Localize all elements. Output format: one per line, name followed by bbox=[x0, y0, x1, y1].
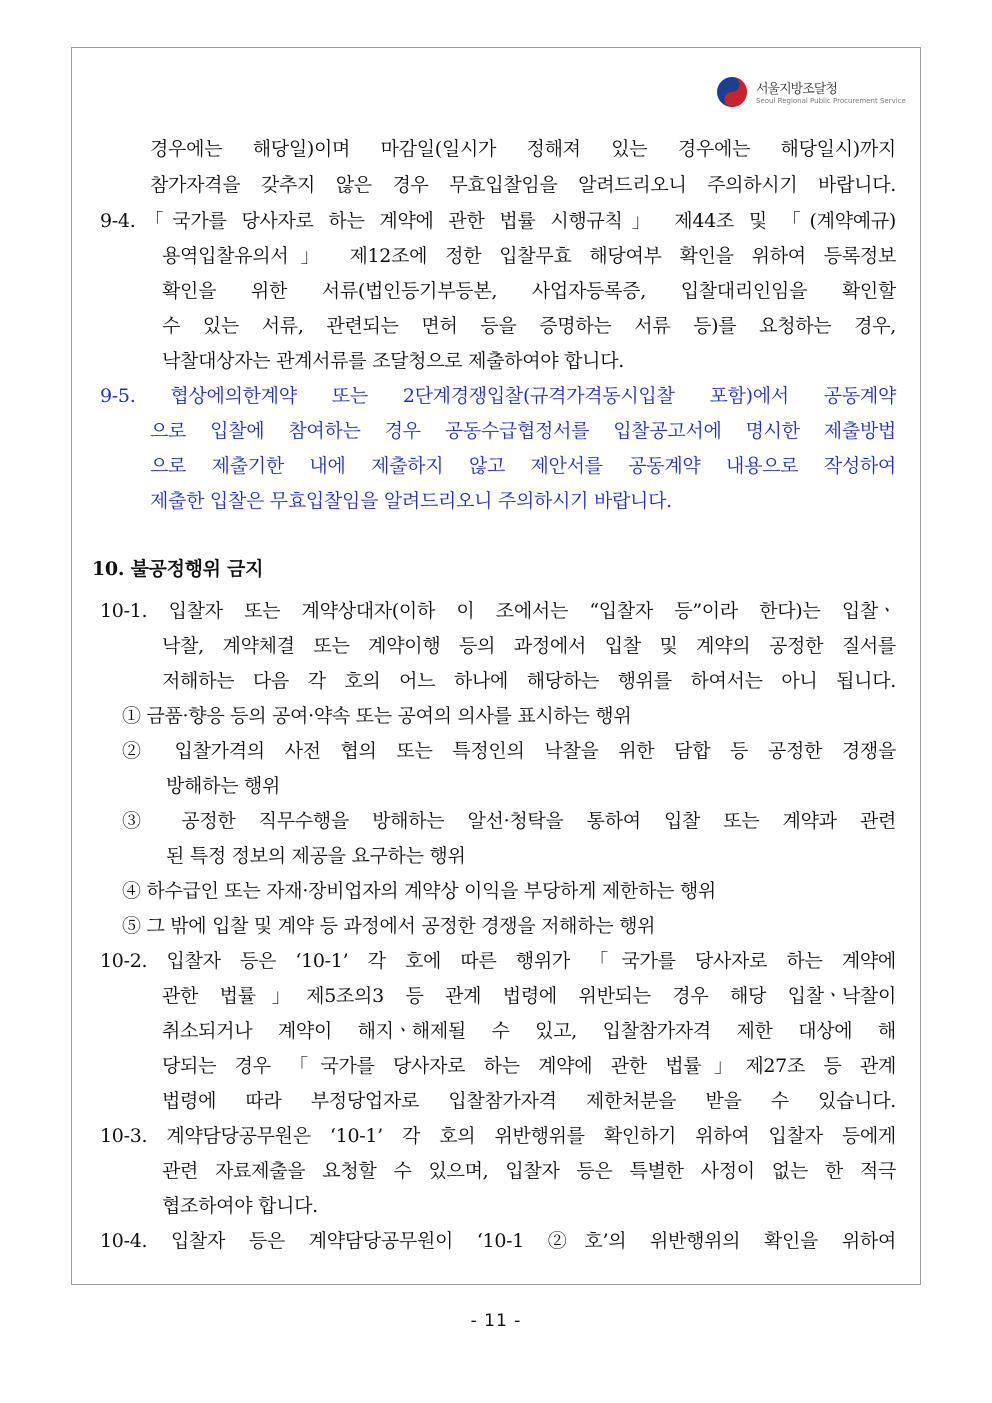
text-line: 법령에 따라 부정당업자로 입찰참가자격 제한처분을 받을 수 있습니다. bbox=[162, 1090, 896, 1112]
text-line: 당되는 경우 「국가를 당사자로 하는 계약에 관한 법률」제27조 등 관계 bbox=[162, 1055, 896, 1077]
text-line: 제출한 입찰은 무효입찰임을 알려드리오니 주의하시기 바랍니다. bbox=[150, 490, 672, 512]
section-heading: 10. 불공정행위 금지 bbox=[92, 558, 264, 580]
text-line: ③ 공정한 직무수행을 방해하는 알선·청탁을 통하여 입찰 또는 계약과 관련 bbox=[122, 810, 896, 832]
text-line: 관련 자료제출을 요청할 수 있으며, 입찰자 등은 특별한 사정이 없는 한 적극 bbox=[162, 1160, 896, 1182]
text-line: 낙찰, 계약체결 또는 계약이행 등의 과정에서 입찰 및 계약의 공정한 질서를 bbox=[162, 635, 896, 657]
text-line: 으로 제출기한 내에 제출하지 않고 제안서를 공동계약 내용으로 작성하여 bbox=[150, 455, 896, 477]
text-line: ⑤ 그 밖에 입찰 및 계약 등 과정에서 공정한 경쟁을 저해하는 행위 bbox=[122, 915, 656, 937]
text-line: ② 입찰가격의 사전 협의 또는 특정인의 낙찰을 위한 담합 등 공정한 경쟁을 bbox=[122, 740, 896, 762]
taegeuk-logo-icon bbox=[716, 76, 748, 108]
text-line: 10-4. 입찰자 등은 계약담당공무원이 ‘10-1 ②호’의 위반행위의 확인을 위하여 bbox=[100, 1230, 896, 1252]
agency-subtitle: Seoul Regional Public Procurement Service bbox=[756, 97, 906, 105]
text-line: 취소되거나 계약이 해지ㆍ해제될 수 있고, 입찰참가자격 제한 대상에 해 bbox=[162, 1020, 896, 1042]
text-line: 관한 법률」제5조의3 등 관계 법령에 위반되는 경우 해당 입찰ㆍ낙찰이 bbox=[162, 985, 896, 1007]
text-line: 참가자격을 갖추지 않은 경우 무효입찰임을 알려드리오니 주의하시기 바랍니다. bbox=[150, 174, 896, 196]
agency-name: 서울지방조달청 bbox=[756, 82, 837, 97]
text-line: ④ 하수급인 또는 자재·장비업자의 계약상 이익을 부당하게 제한하는 행위 bbox=[122, 880, 716, 902]
text-line: 으로 입찰에 참여하는 경우 공동수급협정서를 입찰공고서에 명시한 제출방법 bbox=[150, 420, 896, 442]
text-line: 된 특정 정보의 제공을 요구하는 행위 bbox=[166, 845, 466, 867]
text-line: 9-5. 협상에의한계약 또는 2단계경쟁입찰(규격가격동시입찰 포함)에서 공동계약 bbox=[100, 385, 896, 407]
text-line: 경우에는 해당일)이며 마감일(일시가 정해져 있는 경우에는 해당일시)까지 bbox=[150, 138, 896, 160]
text-line: 10-3. 계약담당공무원은 ‘10-1’ 각 호의 위반행위를 확인하기 위하여 입찰자 등에게 bbox=[100, 1125, 896, 1147]
text-line: 10-2. 입찰자 등은 ‘10-1’ 각 호에 따른 행위가 「국가를 당사자로 하는 계약에 bbox=[100, 950, 896, 972]
text-line: 수 있는 서류, 관련되는 면허 등을 증명하는 서류 등)를 요청하는 경우, bbox=[162, 315, 896, 337]
agency-logo bbox=[716, 70, 906, 114]
text-line: 10-1. 입찰자 또는 계약상대자(이하 이 조에서는 “입찰자 등”이라 한다)는 입찰ㆍ bbox=[100, 600, 896, 622]
page-number: - 11 - bbox=[470, 1311, 522, 1331]
text-line: 방해하는 행위 bbox=[166, 775, 281, 797]
text-line: 확인을 위한 서류(법인등기부등본, 사업자등록증, 입찰대리인임을 확인할 bbox=[162, 280, 896, 302]
text-line: 9-4.「국가를 당사자로 하는 계약에 관한 법률 시행규칙」 제44조 및 「(계약예규) bbox=[100, 210, 896, 232]
text-line: 용역입찰유의서」 제12조에 정한 입찰무효 해당여부 확인을 위하여 등록정보 bbox=[162, 245, 896, 267]
text-line: ① 금품·향응 등의 공여·약속 또는 공여의 의사를 표시하는 행위 bbox=[122, 705, 632, 727]
text-line: 협조하여야 합니다. bbox=[162, 1195, 318, 1217]
text-line: 낙찰대상자는 관계서류를 조달청으로 제출하여야 합니다. bbox=[162, 350, 624, 372]
text-line: 저해하는 다음 각 호의 어느 하나에 해당하는 행위를 하여서는 아니 됩니다. bbox=[162, 670, 896, 692]
